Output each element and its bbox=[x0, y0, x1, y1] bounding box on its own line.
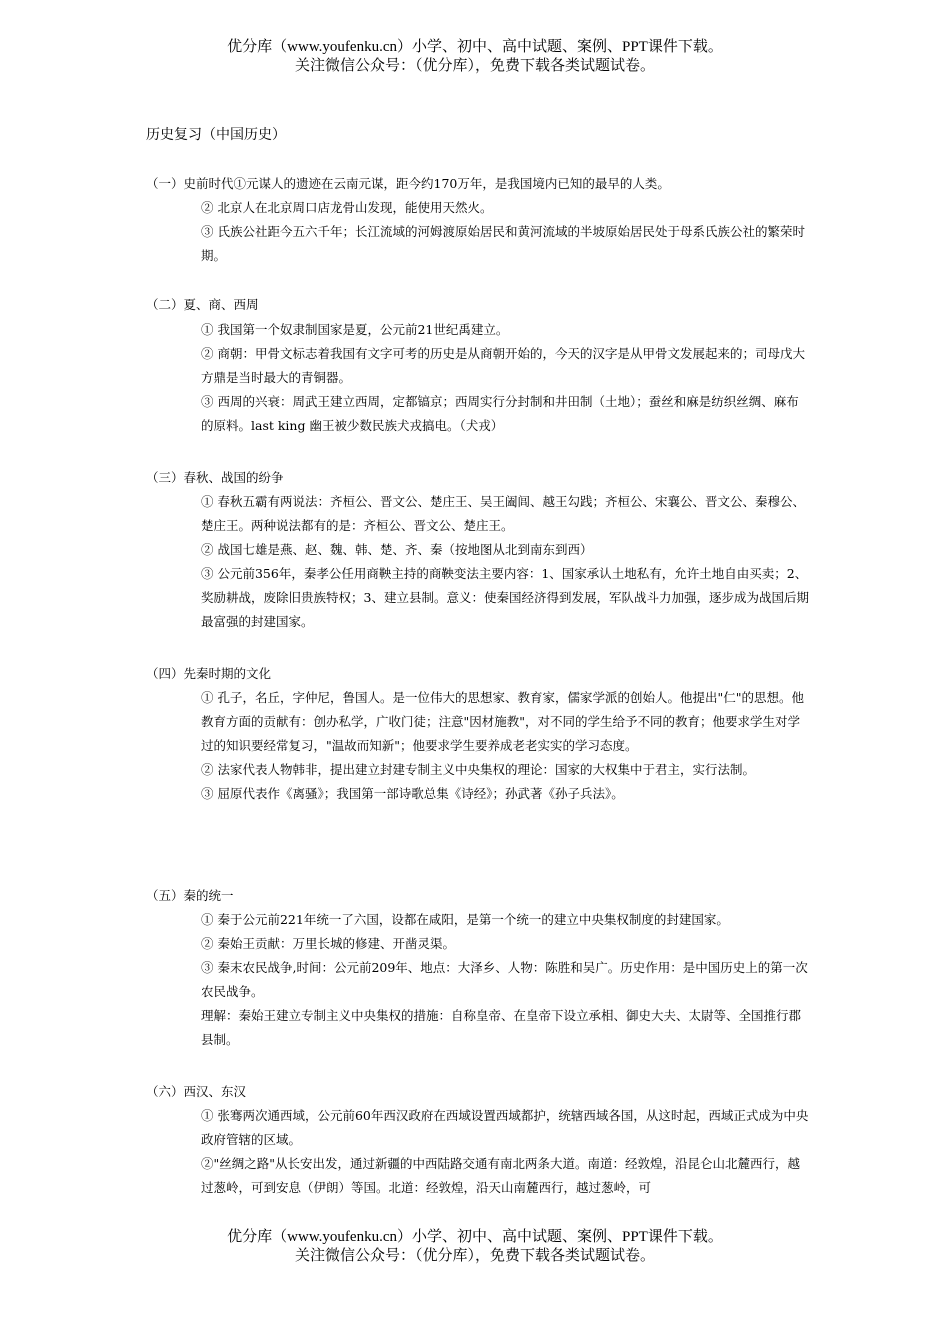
footer-line-2: 关注微信公众号：（优分库），免费下载各类试题试卷。 bbox=[294, 1248, 655, 1264]
list-item: ③ 公元前356年，秦孝公任用商鞅主持的商鞅变法主要内容：1、国家承认土地私有，允许土地自由买卖；2、奖励耕战，废除旧贵族特权；3、建立县制。意义：使秦国经济得到发展，军队战斗力加强，逐步成为战国后期最富强的封建国家。 bbox=[201, 566, 809, 629]
list-item: ① 孔子，名丘，字仲尼，鲁国人。是一位伟大的思想家、教育家，儒家学派的创始人。他提出"仁"的思想。他教育方面的贡献有：创办私学，广收门徒；注意"因材施教"，对不同的学生给予不同的教育；他要求学生对学过的知识要经常复习，"温故而知新"；他要求学生要养成老老实实的学习态度。 bbox=[201, 690, 804, 753]
document-title: 历史复习（中国历史） bbox=[146, 127, 286, 143]
list-item: ② 北京人在北京周口店龙骨山发现，能使用天然火。 bbox=[201, 200, 493, 215]
section-heading-4: （四）先秦时期的文化 bbox=[146, 666, 272, 681]
section-body-3 bbox=[201, 490, 809, 634]
section-heading-1: （一）史前时代①元谋人的遗迹在云南元谋，距今约170万年，是我国境内已知的最早的人类。 bbox=[146, 176, 670, 191]
header-line-1: 优分库（www.youfenku.cn）小学、初中、高中试题、案例、PPT课件下载。 bbox=[227, 39, 723, 55]
list-item: ① 张骞两次通西域，公元前60年西汉政府在西域设置西域都护，统辖西域各国，从这时起，西域正式成为中央政府管辖的区域。 bbox=[201, 1108, 809, 1147]
list-item: 理解：秦始王建立专制主义中央集权的措施：自称皇帝、在皇帝下设立承相、御史大夫、太尉等、全国推行郡县制。 bbox=[201, 1008, 802, 1047]
section-body-4 bbox=[201, 686, 809, 806]
section-body-1 bbox=[201, 196, 809, 268]
list-item: ③ 西周的兴衰：周武王建立西周，定都镐京；西周实行分封制和井田制（土地）；蚕丝和麻是纺织丝绸、麻布的原料。last king 幽王被少数民族犬戎搞电。（犬戎） bbox=[201, 394, 799, 433]
list-item: ②"丝绸之路"从长安出发，通过新疆的中西陆路交通有南北两条大道。南道：经敦煌，沿昆仑山北麓西行，越过葱岭，可到安息（伊朗）等国。北道：经敦煌，沿天山南麓西行，越过葱岭，可 bbox=[201, 1156, 801, 1195]
section-heading-5: （五）秦的统一 bbox=[146, 888, 234, 903]
header-line-2: 关注微信公众号：（优分库），免费下载各类试题试卷。 bbox=[294, 58, 655, 74]
section-heading-3: （三）春秋、战国的纷争 bbox=[146, 470, 284, 485]
section-heading-6: （六）西汉、东汉 bbox=[146, 1084, 247, 1099]
list-item: ① 秦于公元前221年统一了六国，设都在咸阳，是第一个统一的建立中央集权制度的封建国家。 bbox=[201, 912, 729, 927]
list-item: ② 法家代表人物韩非，提出建立封建专制主义中央集权的理论：国家的大权集中于君主，实行法制。 bbox=[201, 762, 755, 777]
section-body-5 bbox=[201, 908, 809, 1052]
page-header bbox=[0, 38, 950, 76]
page-footer bbox=[0, 1228, 950, 1266]
section-heading-2: （二）夏、商、西周 bbox=[146, 297, 259, 312]
section-body-2 bbox=[201, 318, 809, 438]
list-item: ① 我国第一个奴隶制国家是夏，公元前21世纪禹建立。 bbox=[201, 322, 509, 337]
list-item: ③ 秦末农民战争,时间：公元前209年、地点：大泽乡、人物：陈胜和吴广。历史作用：是中国历史上的第一次农民战争。 bbox=[201, 960, 808, 999]
list-item: ③ 屈原代表作《离骚》；我国第一部诗歌总集《诗经》；孙武著《孙子兵法》。 bbox=[201, 786, 624, 801]
section-body-6 bbox=[201, 1104, 809, 1200]
list-item: ① 春秋五霸有两说法：齐桓公、晋文公、楚庄王、吴王阖闾、越王勾践；齐桓公、宋襄公、晋文公、秦穆公、楚庄王。两种说法都有的是：齐桓公、晋文公、楚庄王。 bbox=[201, 494, 805, 533]
list-item: ② 战国七雄是燕、赵、魏、韩、楚、齐、秦（按地图从北到南东到西） bbox=[201, 542, 593, 557]
list-item: ② 秦始王贡献：万里长城的修建、开凿灵渠。 bbox=[201, 936, 455, 951]
list-item: ③ 氏族公社距今五六千年；长江流域的河姆渡原始居民和黄河流域的半坡原始居民处于母系氏族公社的繁荣时期。 bbox=[201, 224, 805, 263]
list-item: ② 商朝：甲骨文标志着我国有文字可考的历史是从商朝开始的，今天的汉字是从甲骨文发展起来的；司母戊大方鼎是当时最大的青铜器。 bbox=[201, 346, 805, 385]
footer-line-1: 优分库（www.youfenku.cn）小学、初中、高中试题、案例、PPT课件下载。 bbox=[227, 1229, 723, 1245]
